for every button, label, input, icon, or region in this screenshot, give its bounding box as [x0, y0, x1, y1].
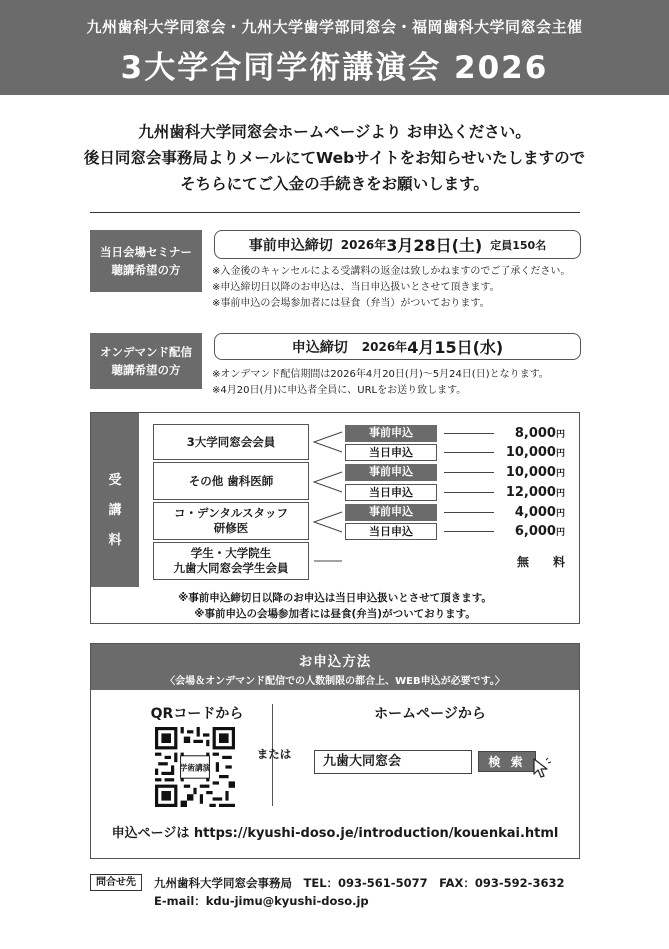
fee-note-1: ※事前申込締切日以降のお申込は当日申込扱いとさせて頂きます。 [178, 592, 492, 604]
venue-label-line-2: 聴講希望の方 [111, 263, 181, 277]
leader-line [444, 531, 494, 532]
price-staff-sameday: 6,000円 [514, 524, 565, 539]
qr-caption: 学術講演 [179, 763, 211, 773]
event-title: 3大学合同学術講演会 2026 [120, 50, 549, 86]
category-alumni-name: 3大学同窓会会員 [186, 434, 276, 449]
pointer-cursor-icon [531, 757, 553, 779]
header-banner [0, 0, 669, 95]
intro-line-2: 後日同窓会事務局よりメールにてWebサイトをお知らせいたしますので [83, 149, 586, 167]
apply-url[interactable]: 申込ページは https://kyushi-doso.je/introduction/kouenkai.html [111, 826, 559, 841]
venue-note-3: ※事前申込の会場参加者には昼食（弁当）がついております。 [212, 298, 490, 309]
leader-line [444, 512, 494, 513]
fee-side-char-2: 講 [108, 503, 122, 518]
ondemand-deadline-label: 申込締切 [291, 339, 348, 356]
ondemand-notes [212, 367, 592, 399]
category-staff-name-1: コ・デンタルスタッフ [174, 506, 288, 520]
tag-advance-2: 事前申込 [345, 464, 437, 481]
contact-office: 九州歯科大学同窓会事務局 TEL：093-561-5077 FAX：093-592-3632 [154, 876, 565, 890]
price-dentist-advance: 10,000円 [505, 465, 565, 480]
fee-side-label [91, 413, 139, 587]
category-student-name-1: 学生・大学院生 [190, 546, 272, 560]
tag-advance-1: 事前申込 [345, 425, 437, 442]
fee-note-2: ※事前申込の会場参加者には昼食(弁当)がついております。 [194, 608, 476, 620]
price-student-free: 無 料 [516, 555, 565, 569]
contact-email[interactable]: E-mail：kdu-jimu@kyushi-doso.jp [154, 894, 369, 908]
apply-subtitle: 〈会場＆オンデマンド配信での人数制限の都合上、WEB申込が必要です。〉 [165, 676, 505, 687]
price-alumni-sameday: 10,000円 [505, 445, 565, 460]
fee-side-char-1: 受 [108, 473, 122, 488]
ondemand-label-line-2: 聴講希望の方 [111, 363, 181, 377]
homepage-title: ホームページから [374, 706, 486, 722]
category-staff-name-2: 研修医 [213, 521, 249, 535]
tag-advance-3: 事前申込 [345, 504, 437, 521]
venue-note-1: ※入金後のキャンセルによる受講料の返金は致しかねますのでご了承ください。 [212, 266, 571, 277]
ondemand-deadline-year: 2026年 [361, 340, 408, 354]
venue-capacity: 定員150名 [490, 238, 547, 252]
intro-text [0, 119, 669, 197]
ondemand-note-2: ※4月20日(月)に申込者全員に、URLをお送り致します。 [212, 385, 467, 396]
category-dentist [153, 462, 309, 500]
ondemand-label-line-1: オンデマンド配信 [100, 345, 192, 359]
tag-sameday-1: 当日申込 [345, 444, 437, 461]
venue-notes [212, 264, 592, 312]
fee-notes [90, 590, 580, 622]
ondemand-note-1: ※オンデマンド配信期間は2026年4月20日(月)～5月24日(日)となります。 [212, 369, 549, 380]
divider [90, 212, 580, 213]
intro-line-3: そちらにてご入金の手続きをお願いします。 [180, 175, 489, 193]
tag-sameday-2: 当日申込 [345, 484, 437, 501]
fee-side-char-3: 料 [108, 533, 122, 548]
category-dentist-name: その他 歯科医師 [188, 473, 274, 488]
bracket-lines [310, 420, 346, 590]
apply-header [91, 644, 579, 690]
category-student-name-2: 九歯大同窓会学生会員 [173, 561, 289, 575]
apply-title: お申込方法 [298, 654, 372, 670]
leader-line [444, 452, 494, 453]
qr-code[interactable] [155, 727, 235, 807]
venue-deadline-label: 事前申込締切 [248, 237, 333, 254]
search-input[interactable]: 九歯大同窓会 [314, 750, 472, 774]
venue-deadline-date: 3月28日(土) [386, 236, 483, 255]
venue-deadline-box [214, 230, 581, 259]
price-alumni-advance: 8,000円 [514, 426, 565, 441]
category-staff [153, 502, 309, 540]
qr-title: QRコードから [150, 706, 244, 722]
price-staff-advance: 4,000円 [514, 505, 565, 520]
category-alumni [153, 424, 309, 460]
or-text: または [256, 747, 292, 761]
venue-label [90, 230, 202, 292]
venue-label-line-1: 当日会場セミナー [100, 245, 192, 259]
ondemand-label [90, 333, 202, 389]
tag-sameday-3: 当日申込 [345, 523, 437, 540]
intro-line-1: 九州歯科大学同窓会ホームページより お申込ください。 [138, 123, 531, 141]
organizers-text: 九州歯科大学同窓会・九州大学歯学部同窓会・福岡歯科大学同窓会主催 [86, 18, 583, 36]
leader-line [444, 433, 494, 434]
price-dentist-sameday: 12,000円 [505, 485, 565, 500]
search-button[interactable]: 検 索 [478, 751, 536, 772]
contact-tag: 問合せ先 [90, 874, 142, 891]
leader-line [444, 472, 494, 473]
category-student [153, 542, 309, 580]
ondemand-deadline-box [214, 333, 581, 360]
ondemand-deadline-date: 4月15日(水) [407, 338, 504, 357]
venue-note-2: ※申込締切日以降のお申込は、当日申込扱いとさせて頂きます。 [212, 282, 500, 293]
leader-line [444, 492, 494, 493]
venue-deadline-year: 2026年 [340, 238, 387, 252]
